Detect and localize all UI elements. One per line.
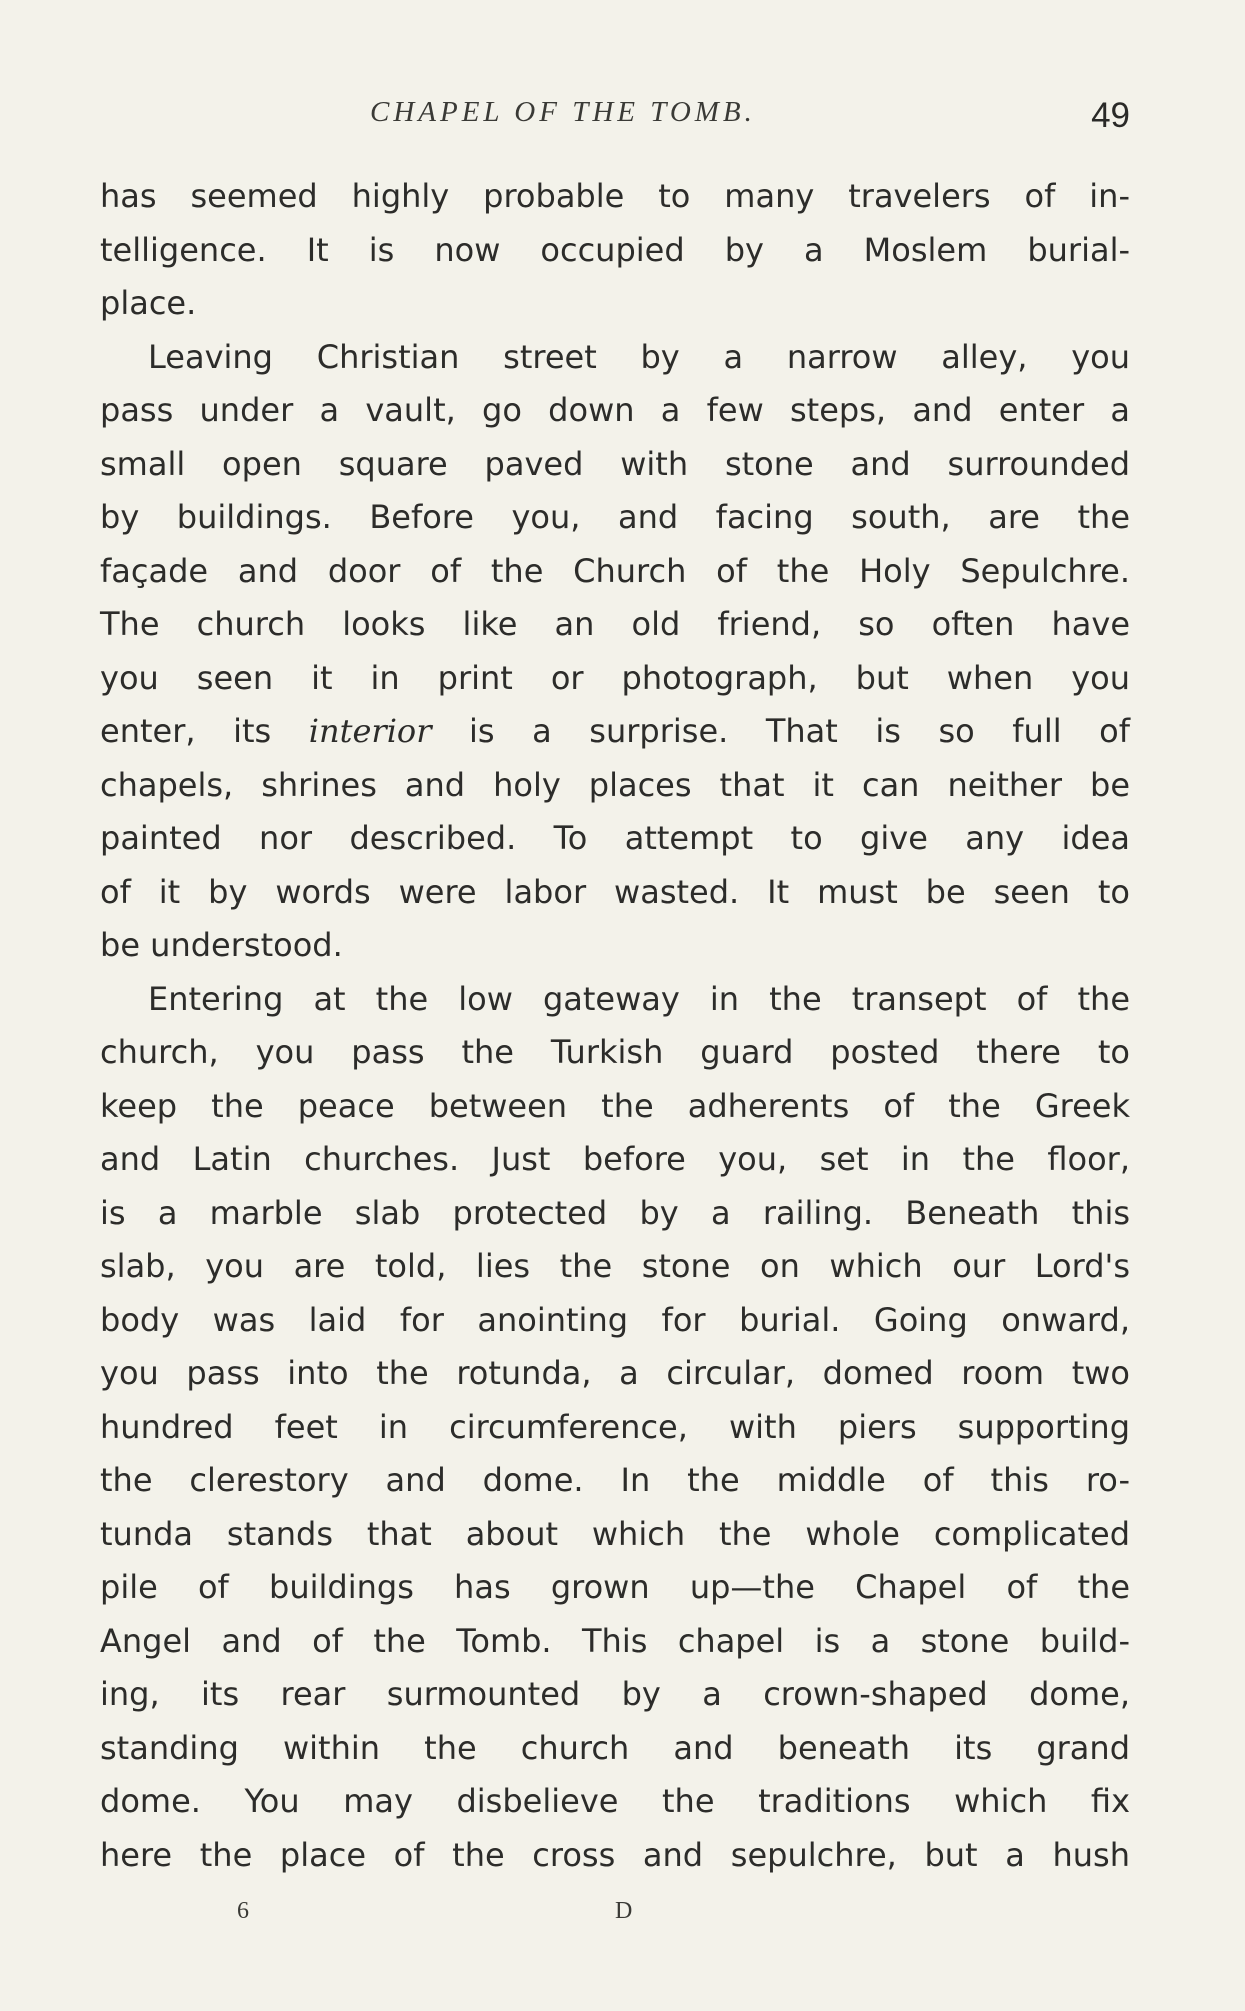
text-line: body was laid for anointing for burial. Going onward,	[100, 1300, 1130, 1339]
text-line: telligence. It is now occupied by a Moslem burial-	[100, 230, 1130, 269]
text-segment: enter, its	[100, 712, 309, 750]
text-line: tunda stands that about which the whole complicated	[100, 1514, 1130, 1553]
text-segment: is a surprise. That is so full of	[431, 712, 1131, 750]
text-line: dome. You may disbelieve the traditions which fix	[100, 1782, 1130, 1820]
text-line: is a marble slab protected by a railing. Beneath this	[100, 1193, 1130, 1232]
text-line: place.	[100, 284, 197, 322]
text-line: façade and door of the Church of the Holy Sepulchre.	[100, 551, 1130, 590]
text-line: church, you pass the Turkish guard posted there to	[100, 1033, 1130, 1071]
text-line: painted nor described. To attempt to give any idea	[100, 819, 1130, 857]
text-line: and Latin churches. Just before you, set in the floor,	[100, 1140, 1130, 1178]
text-line: keep the peace between the adherents of the Greek	[100, 1086, 1130, 1125]
text-line: hundred feet in circumference, with piers supporting	[100, 1407, 1130, 1446]
text-line: Entering at the low gateway in the transept of the	[148, 979, 1130, 1018]
text-line: Leaving Christian street by a narrow alley, you	[148, 337, 1130, 376]
page-number: 49	[1091, 96, 1130, 135]
text-line: by buildings. Before you, and facing south, are the	[100, 498, 1130, 536]
text-line: pass under a vault, go down a few steps, and enter a	[100, 391, 1130, 429]
signature-number: 6	[237, 1898, 249, 1924]
running-head	[100, 96, 1130, 146]
page-footer	[100, 1898, 1130, 1938]
text-line: standing within the church and beneath its grand	[100, 1728, 1130, 1767]
text-line: here the place of the cross and sepulchre, but a hush	[100, 1835, 1130, 1874]
text-line: Angel and of the Tomb. This chapel is a stone build-	[100, 1621, 1130, 1660]
italic-word: interior	[308, 712, 432, 750]
text-line: of it by words were labor wasted. It must be seen to	[100, 872, 1130, 911]
signature-mark: D	[615, 1898, 633, 1924]
text-line: be understood.	[100, 926, 343, 964]
body-text	[100, 170, 1130, 1882]
text-line: small open square paved with stone and surrounded	[100, 444, 1130, 483]
text-line: The church looks like an old friend, so often have	[100, 605, 1130, 643]
text-line	[100, 705, 1130, 759]
text-line: ing, its rear surmounted by a crown-shaped dome,	[100, 1675, 1130, 1713]
text-line: has seemed highly probable to many travelers of in-	[100, 177, 1130, 215]
text-line: chapels, shrines and holy places that it can neither be	[100, 765, 1130, 804]
text-line: you pass into the rotunda, a circular, domed room two	[100, 1354, 1130, 1392]
text-line: you seen it in print or photograph, but when you	[100, 658, 1130, 697]
text-line: pile of buildings has grown up—the Chapel of the	[100, 1568, 1130, 1606]
running-title: CHAPEL OF THE TOMB.	[370, 96, 756, 128]
text-line: the clerestory and dome. In the middle of this ro-	[100, 1461, 1130, 1499]
text-line: slab, you are told, lies the stone on which our Lord's	[100, 1247, 1130, 1285]
